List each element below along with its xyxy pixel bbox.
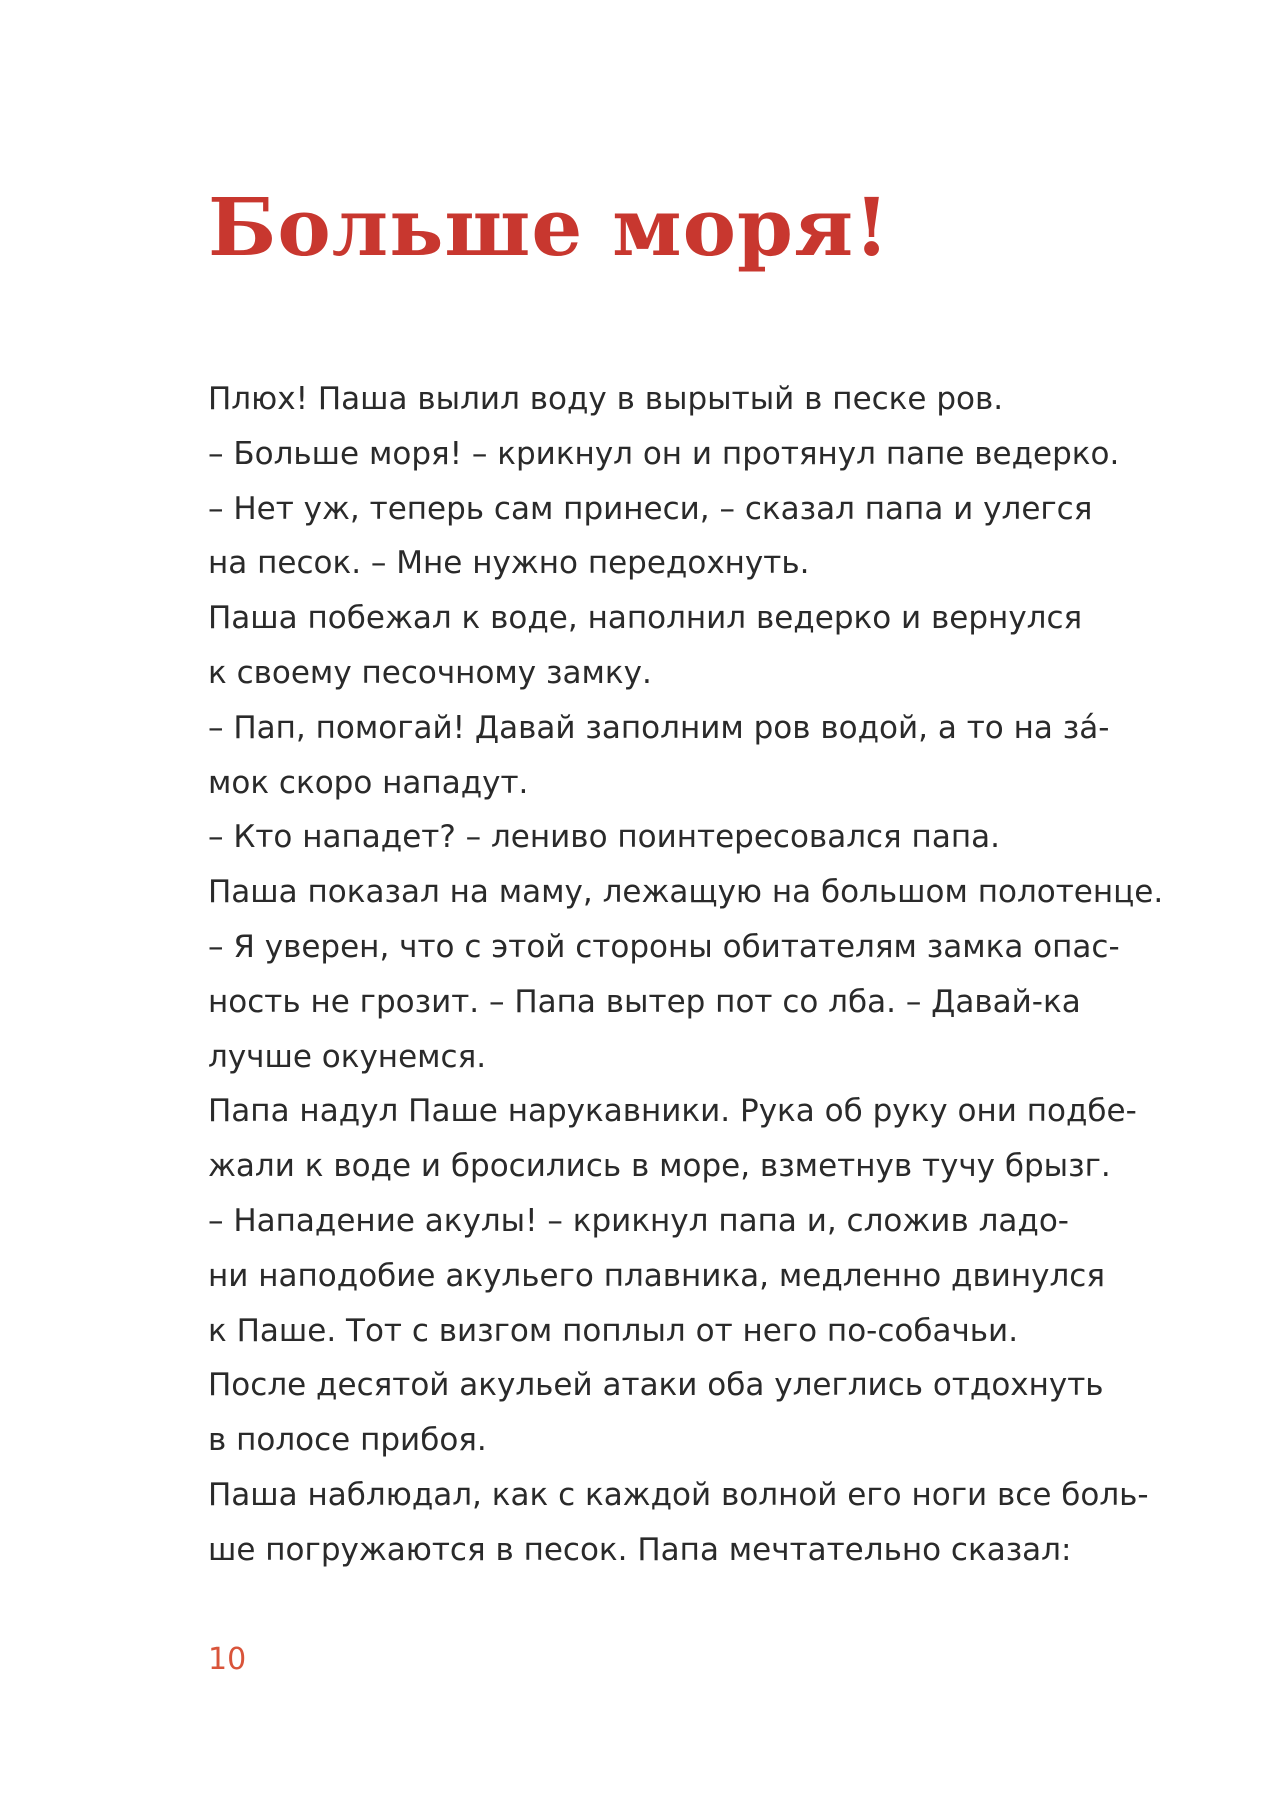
text-line: – Нападение акулы! – крикнул папа и, сложив ладо- <box>208 1202 1069 1239</box>
text-line: Плюх! Паша вылил воду в вырытый в песке ров. <box>208 381 1004 417</box>
text-line: – Я уверен, что с этой стороны обитателям замка опас- <box>208 928 1120 965</box>
text-line: жали к воде и бросились в море, взметнув тучу брызг. <box>208 1148 1111 1185</box>
text-line: к Паше. Тот с визгом поплыл от него по-собачьи. <box>208 1312 1019 1349</box>
text-line: – Пап, помогай! Давай заполним ров водой, а то на за́- <box>208 709 1110 746</box>
text-line: ше погружаются в песок. Папа мечтательно сказал: <box>208 1531 1072 1568</box>
text-line: на песок. – Мне нужно передохнуть. <box>208 545 810 582</box>
body-text <box>208 372 1164 1578</box>
text-line: Паша побежал к воде, наполнил ведерко и вернулся <box>208 600 1083 637</box>
text-line: Паша показал на маму, лежащую на большом полотенце. <box>208 874 1164 911</box>
text-line: в полосе прибоя. <box>208 1422 487 1459</box>
text-line: – Больше моря! – крикнул он и протянул папе ведерко. <box>208 435 1120 472</box>
text-line: лучше окунемся. <box>208 1038 487 1075</box>
text-line: мок скоро нападут. <box>208 764 529 801</box>
chapter-title: Больше моря! <box>208 180 891 274</box>
text-line: После десятой акульей атаки оба улеглись отдохнуть <box>208 1367 1104 1404</box>
text-line: Папа надул Паше нарукавники. Рука об руку они подбе- <box>208 1093 1137 1130</box>
page-number: 10 <box>208 1642 247 1677</box>
text-line: – Нет уж, теперь сам принеси, – сказал папа и улегся <box>208 490 1093 527</box>
text-line: Паша наблюдал, как с каждой волной его ноги все боль- <box>208 1476 1149 1513</box>
text-line: ни наподобие акульего плавника, медленно двинулся <box>208 1257 1105 1294</box>
text-line: к своему песочному замку. <box>208 654 652 691</box>
text-line: ность не грозит. – Папа вытер пот со лба. – Давай-ка <box>208 983 1081 1020</box>
text-line: – Кто нападет? – лениво поинтересовался папа. <box>208 819 1000 856</box>
